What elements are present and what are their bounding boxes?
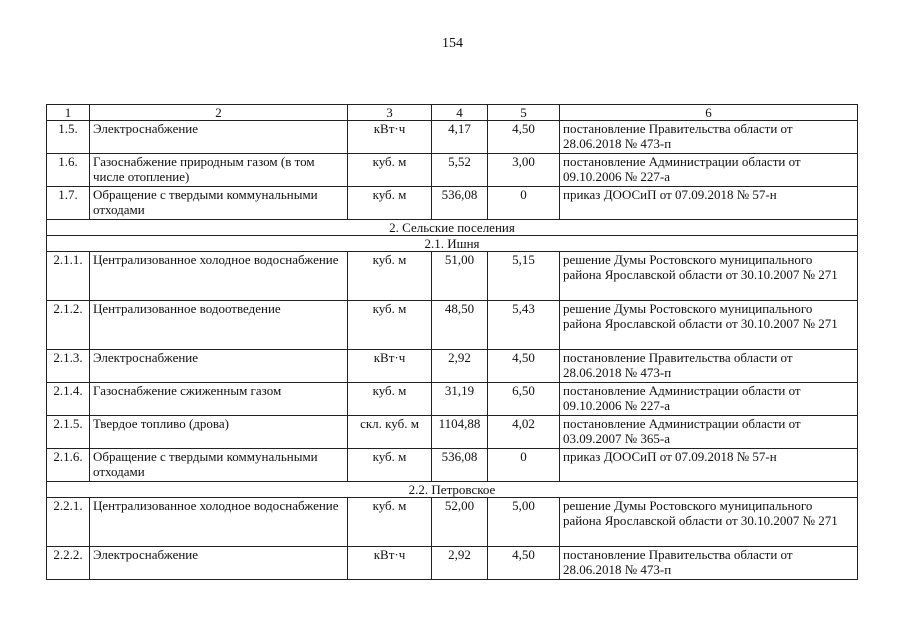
norm-value: 31,19 [432, 383, 488, 416]
row-number: 1.5. [47, 121, 90, 154]
tariff-value: 3,00 [488, 154, 560, 187]
tariff-value: 5,15 [488, 252, 560, 301]
norm-value: 536,08 [432, 449, 488, 482]
tariff-value: 4,50 [488, 121, 560, 154]
column-header: 6 [560, 105, 858, 121]
norm-value: 48,50 [432, 301, 488, 350]
tariff-value: 4,02 [488, 416, 560, 449]
tariff-value: 4,50 [488, 547, 560, 580]
legal-basis: постановление Правительства области от 28.06.2018 № 473-п [560, 350, 858, 383]
service-name: Электроснабжение [90, 547, 348, 580]
tariff-value: 5,00 [488, 498, 560, 547]
table-row [47, 547, 858, 580]
norm-value: 2,92 [432, 547, 488, 580]
unit: скл. куб. м [348, 416, 432, 449]
tariff-value: 0 [488, 449, 560, 482]
table-row [47, 449, 858, 482]
unit: куб. м [348, 301, 432, 350]
unit: кВт·ч [348, 121, 432, 154]
row-number: 2.1.2. [47, 301, 90, 350]
table-header-row [47, 105, 858, 121]
table-row [47, 416, 858, 449]
table-row [47, 154, 858, 187]
page-number: 154 [442, 36, 463, 51]
norm-value: 2,92 [432, 350, 488, 383]
table-row [47, 383, 858, 416]
unit: куб. м [348, 449, 432, 482]
table-row [47, 121, 858, 154]
table-row [47, 252, 858, 301]
unit: кВт·ч [348, 547, 432, 580]
legal-basis: решение Думы Ростовского муниципального района Ярославской области от 30.10.2007 № 271 [560, 301, 858, 350]
row-number: 2.1.6. [47, 449, 90, 482]
section-title: 2. Сельские поселения [47, 220, 858, 236]
legal-basis: приказ ДООСиП от 07.09.2018 № 57-н [560, 449, 858, 482]
table-body [47, 121, 858, 580]
section-title: 2.2. Петровское [47, 482, 858, 498]
legal-basis: постановление Администрации области от 09.10.2006 № 227-а [560, 383, 858, 416]
table-row [47, 301, 858, 350]
table-row [47, 498, 858, 547]
unit: кВт·ч [348, 350, 432, 383]
unit: куб. м [348, 252, 432, 301]
norm-value: 51,00 [432, 252, 488, 301]
column-header: 2 [90, 105, 348, 121]
table-row [47, 350, 858, 383]
norm-value: 52,00 [432, 498, 488, 547]
service-name: Газоснабжение природным газом (в том числе отопление) [90, 154, 348, 187]
tariff-value: 6,50 [488, 383, 560, 416]
unit: куб. м [348, 383, 432, 416]
row-number: 2.1.4. [47, 383, 90, 416]
legal-basis: постановление Администрации области от 03.09.2007 № 365-а [560, 416, 858, 449]
column-header: 5 [488, 105, 560, 121]
column-header: 4 [432, 105, 488, 121]
service-name: Централизованное холодное водоснабжение [90, 252, 348, 301]
tariff-value: 5,43 [488, 301, 560, 350]
row-number: 2.1.3. [47, 350, 90, 383]
tariff-value: 4,50 [488, 350, 560, 383]
norm-value: 4,17 [432, 121, 488, 154]
legal-basis: решение Думы Ростовского муниципального района Ярославской области от 30.10.2007 № 271 [560, 252, 858, 301]
service-name: Централизованное водоотведение [90, 301, 348, 350]
column-header: 3 [348, 105, 432, 121]
row-number: 2.2.1. [47, 498, 90, 547]
tariff-value: 0 [488, 187, 560, 220]
row-number: 2.1.5. [47, 416, 90, 449]
legal-basis: постановление Правительства области от 28.06.2018 № 473-п [560, 121, 858, 154]
legal-basis: решение Думы Ростовского муниципального района Ярославской области от 30.10.2007 № 271 [560, 498, 858, 547]
unit: куб. м [348, 187, 432, 220]
norm-value: 1104,88 [432, 416, 488, 449]
legal-basis: постановление Правительства области от 28.06.2018 № 473-п [560, 547, 858, 580]
legal-basis: постановление Администрации области от 09.10.2006 № 227-а [560, 154, 858, 187]
tariff-table [46, 104, 858, 580]
row-number: 2.2.2. [47, 547, 90, 580]
row-number: 2.1.1. [47, 252, 90, 301]
service-name: Обращение с твердыми коммунальными отходами [90, 187, 348, 220]
service-name: Электроснабжение [90, 121, 348, 154]
service-name: Электроснабжение [90, 350, 348, 383]
row-number: 1.7. [47, 187, 90, 220]
unit: куб. м [348, 154, 432, 187]
row-number: 1.6. [47, 154, 90, 187]
section-row [47, 236, 858, 252]
unit: куб. м [348, 498, 432, 547]
legal-basis: приказ ДООСиП от 07.09.2018 № 57-н [560, 187, 858, 220]
section-title: 2.1. Ишня [47, 236, 858, 252]
section-row [47, 220, 858, 236]
table-row [47, 187, 858, 220]
service-name: Обращение с твердыми коммунальными отходами [90, 449, 348, 482]
section-row [47, 482, 858, 498]
norm-value: 5,52 [432, 154, 488, 187]
service-name: Централизованное холодное водоснабжение [90, 498, 348, 547]
norm-value: 536,08 [432, 187, 488, 220]
column-header: 1 [47, 105, 90, 121]
service-name: Твердое топливо (дрова) [90, 416, 348, 449]
service-name: Газоснабжение сжиженным газом [90, 383, 348, 416]
